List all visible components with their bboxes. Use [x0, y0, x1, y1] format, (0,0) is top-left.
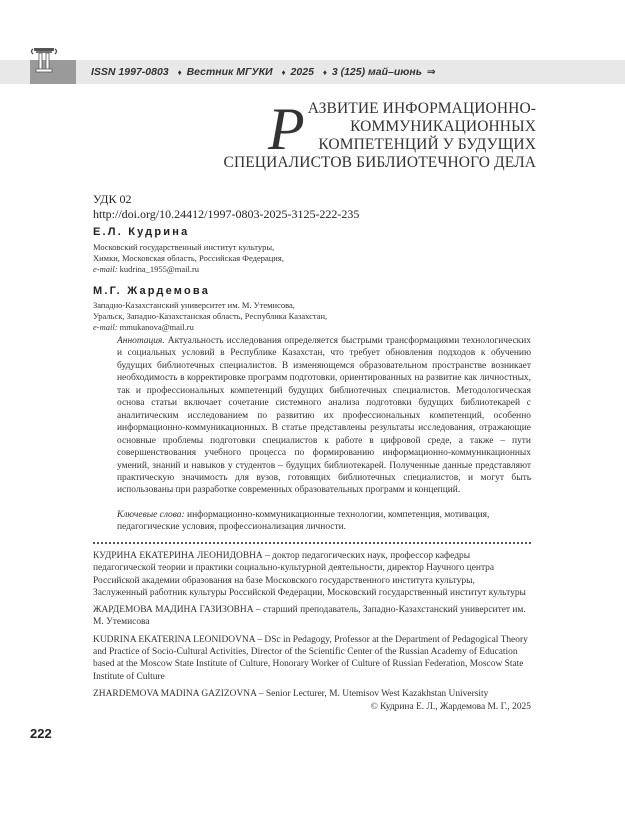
article-title: [176, 96, 536, 172]
author-affiliation: [93, 300, 327, 333]
author-bio: KUDRINA EKATERINA LEONIDOVNA – DSc in Pedagogy, Professor at the Department of Pedagogical Theory and Practice of Socio-Cultural Activities, Director of the Scientific Center of the Russian Academy of Education based at the Moscow State Institute of Culture, Honorary Worker of Culture of Russian Federation, Moscow State Institute of Culture: [93, 634, 528, 682]
affiliation-line: Западно-Казахстанский университет им. М. Утемисова,: [93, 300, 295, 310]
journal-name: Вестник МГУКИ: [186, 66, 273, 78]
author-name: Е.Л. Кудрина: [93, 226, 190, 238]
author-email-line: [93, 322, 327, 333]
affiliation-line: Уральск, Западно-Казахстанская область, Республика Казахстан,: [93, 311, 328, 321]
abstract-text: Актуальность исследования определяется быстрыми трансформациями технологических и социальных условий в Республике Казахстан, что требует обновления подходов к обучению будущих библиотечных специалистов. В изменяющемся образовательном пространстве возникает необходимость в корректировке программ подготовки, ориентированных на развитие как личностных, так и профессиональных компетенций будущих библиотечных специалистов. Методологическая основа статьи включает сочетание системного анализа подготовки будущих библиотекарей с аналитическим исследованием по развитию их профессиональных компетенций, особенно информационно-коммуникационных. В статье представлены результаты исследования, отражающие основные проблемы подготовки специалистов к работе в цифровой среде, а также – пути совершенствования учебного процесса по формированию информационно-коммуникационных умений, знаний и навыков у студентов – будущих библиотекарей. Полученные данные представляют практическую значимость для вузов, готовящих библиотечных специалистов, и могут быть использованы при разработке современных образовательных программ и концепций.: [117, 336, 531, 496]
keywords-text: информационно-коммуникационные технологии, компетенция, мотивация, педагогические условия, профессионализация личности.: [117, 510, 490, 533]
copyright-notice: © Кудрина Е. Л., Жардемова М. Г., 2025: [370, 702, 531, 712]
author-bio: КУДРИНА ЕКАТЕРИНА ЛЕОНИДОВНА – доктор педагогических наук, профессор кафедры педагогической теории и практики социально-культурной деятельности, директор Научного центра Российской академии образования на базе Московского государственного института культуры, Заслуженный работник культуры Российской Федерации, Московский государственный институт культуры: [93, 551, 526, 598]
separator-icon: ♦: [322, 68, 327, 77]
email-label: e-mail:: [93, 264, 118, 274]
doi-link[interactable]: http://doi.org/10.24412/1997-0803-2025-3125-222-235: [93, 207, 360, 221]
page-number: 222: [30, 726, 52, 741]
abstract: [117, 335, 531, 497]
title-drop-cap: Р: [268, 96, 305, 162]
email-label: e-mail:: [93, 322, 118, 332]
issn: ISSN 1997-0803: [91, 66, 169, 78]
title-line: КОММУНИКАЦИОННЫХ: [350, 118, 536, 135]
author-bio: ЖАРДЕМОВА МАДИНА ГАЗИЗОВНА – старший преподаватель, Западно-Казахстанский университет им. М. Утемисова: [93, 605, 526, 628]
keywords: [117, 509, 531, 534]
keywords-label: Ключевые слова:: [117, 510, 185, 520]
title-line: АЗВИТИЕ ИНФОРМАЦИОННО-: [307, 100, 536, 117]
journal-year: 2025: [290, 66, 314, 78]
title-line: КОМПЕТЕНЦИЙ У БУДУЩИХ: [318, 136, 536, 153]
journal-info-line: [91, 62, 438, 82]
journal-issue: 3 (125) май–июнь: [331, 66, 422, 78]
arrow-right-icon: ⇒: [426, 66, 436, 78]
author-name: М.Г. Жардемова: [93, 285, 211, 297]
author-email[interactable]: kudrina_1955@mail.ru: [119, 264, 200, 274]
author-bio: ZHARDEMOVA MADINA GAZIZOVNA – Senior Lecturer, M. Utemisov West Kazakhstan University: [93, 688, 489, 699]
author-affiliation: [93, 242, 284, 275]
journal-logo-icon: [30, 46, 76, 84]
author-email-line: [93, 264, 284, 275]
separator-icon: ♦: [281, 68, 286, 77]
affiliation-line: Московский государственный институт культуры,: [93, 242, 275, 252]
abstract-label: Аннотация.: [117, 336, 165, 346]
section-divider: [93, 542, 531, 544]
separator-icon: ♦: [177, 68, 182, 77]
affiliation-line: Химки, Московская область, Российская Федерация,: [93, 253, 284, 263]
udk-code: УДК 02: [93, 192, 132, 206]
author-email[interactable]: mmukanova@mail.ru: [119, 322, 194, 332]
title-line: СПЕЦИАЛИСТОВ БИБЛИОТЕЧНОГО ДЕЛА: [223, 154, 536, 171]
author-bios: [93, 550, 531, 705]
